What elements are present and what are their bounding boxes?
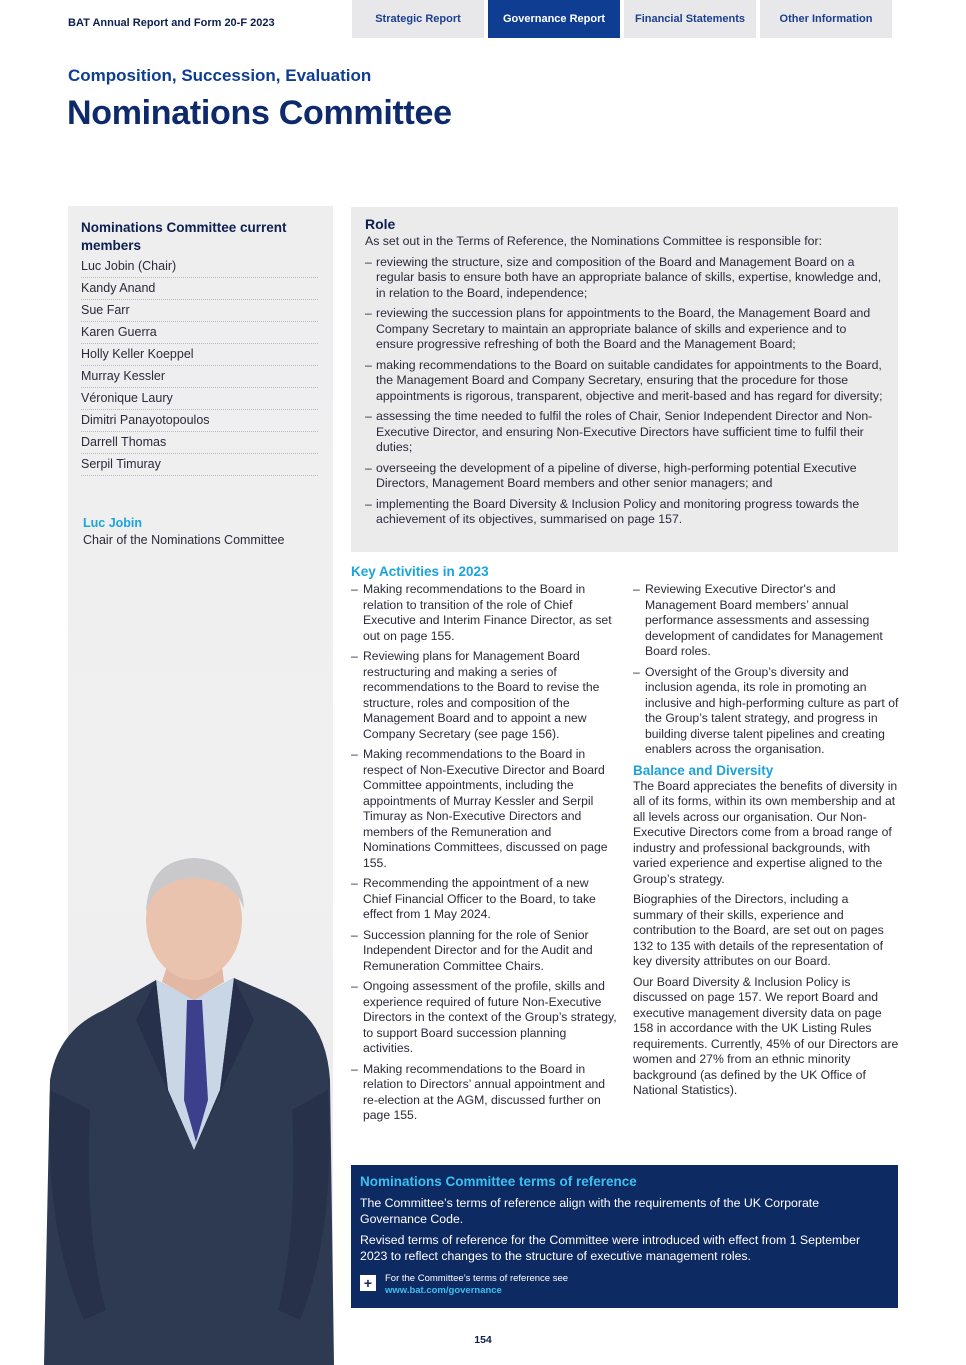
member-item: Sue Farr: [81, 300, 318, 322]
section-label: Composition, Succession, Evaluation: [68, 66, 372, 85]
activity-item: – Making recommendations to the Board in respect of Non-Executive Director and Board Committee appointments, including the appointments of Murray Kessler and Serpil Timuray as Non-Executive Directors and members of the Remuneration and Nominations Committees, discussed on page 155.: [351, 747, 619, 871]
role-item: – implementing the Board Diversity & Inclusion Policy and monitoring progress towards the achievement of its objectives, summarised on page 157.: [365, 497, 884, 528]
activity-item: – Succession planning for the role of Senior Independent Director and for the Audit and Remuneration Committee Chairs.: [351, 928, 619, 975]
member-item: Dimitri Panayotopoulos: [81, 410, 318, 432]
top-tab-bar: [352, 0, 892, 38]
balance-paragraph: The Board appreciates the benefits of diversity in all of its forms, within its own membership and at all levels across our organisation. Our Non-Executive Directors come from a broad range of industry and professional backgrounds, with varied experience and expertise aligned to the Group’s strategy.: [633, 778, 898, 886]
role-title: Role: [365, 216, 396, 232]
key-activities-list: [351, 582, 619, 1124]
plus-icon: +: [360, 1275, 376, 1291]
governance-link[interactable]: www.bat.com/governance: [385, 1285, 502, 1296]
tab-governance-report[interactable]: Governance Report: [488, 0, 620, 38]
role-list: [365, 255, 884, 528]
report-title: BAT Annual Report and Form 20-F 2023: [68, 17, 275, 29]
member-item: Luc Jobin (Chair): [81, 256, 318, 278]
page-number: 154: [474, 1334, 492, 1346]
role-item: – making recommendations to the Board on suitable candidates for appointments to the Board, the Management Board and Company Secretary, ensuring that the procedure for those appointments is rigorous, transparent, objective and merit-based and has regard for diversity;: [365, 358, 884, 405]
role-box: [351, 207, 898, 552]
member-item: Murray Kessler: [81, 366, 318, 388]
terms-link-text: For the Committee’s terms of reference see: [385, 1273, 569, 1284]
role-intro: As set out in the Terms of Reference, the Nominations Committee is responsible for:: [365, 234, 823, 248]
member-item: Karen Guerra: [81, 322, 318, 344]
activity-item: – Making recommendations to the Board in relation to transition of the role of Chief Executive and Interim Finance Director, as set out on page 155.: [351, 582, 619, 644]
role-item: – overseeing the development of a pipeline of diverse, high-performing potential Executive Directors, Management Board members and other senior managers; and: [365, 461, 884, 492]
activity-item: – Reviewing Executive Director's and Management Board members’ annual performance assessments and assessing development of candidates for Management Board roles.: [633, 582, 899, 660]
terms-link-row: [360, 1273, 568, 1297]
terms-of-reference-box: [351, 1165, 898, 1308]
chair-role: Chair of the Nominations Committee: [83, 533, 285, 547]
tab-financial-statements[interactable]: Financial Statements: [624, 0, 756, 38]
terms-paragraph: Revised terms of reference for the Committee were introduced with effect from 1 September 2023 to reflect changes to the structure of executive management roles.: [360, 1233, 861, 1263]
balance-heading: Balance and Diversity: [633, 762, 774, 778]
activity-item: – Making recommendations to the Board in relation to Directors’ annual appointment and re-election at the AGM, discussed further on page 155.: [351, 1062, 619, 1124]
key-activities-list-continued: [633, 582, 899, 758]
role-item: – assessing the time needed to fulfil the roles of Chair, Senior Independent Director and Non-Executive Director, and ensuring Non-Executive Directors have sufficient time to fulfil their duties;: [365, 409, 884, 456]
key-activities-right: [633, 580, 899, 1104]
tab-strategic-report[interactable]: Strategic Report: [352, 0, 484, 38]
members-list: [81, 256, 318, 476]
member-item: Holly Keller Koeppel: [81, 344, 318, 366]
role-item: – reviewing the structure, size and composition of the Board and Management Board on a regular basis to ensure both have an appropriate balance of skills, expertise, knowledge and, in relation to the Board, independence;: [365, 255, 884, 302]
activity-item: – Ongoing assessment of the profile, skills and experience required of future Non-Executive Directors in the context of the Group’s strategy, to support Board succession planning activities.: [351, 979, 619, 1057]
activity-item: – Oversight of the Group’s diversity and inclusion agenda, its role in promoting an inclusive and high-performing culture as part of the Group’s talent strategy, and progress in building diverse talent pipelines and creating enablers across the organisation.: [633, 665, 899, 758]
chair-portrait: [44, 850, 334, 1365]
member-item: Kandy Anand: [81, 278, 318, 300]
role-item: – reviewing the succession plans for appointments to the Board, the Management Board and Company Secretary to maintain an appropriate balance of skills and experience and to ensure progressive refreshing of both the Board and the Management Board;: [365, 306, 884, 353]
key-activities-heading: Key Activities in 2023: [351, 564, 489, 579]
page-title: Nominations Committee: [67, 94, 452, 132]
member-item: Darrell Thomas: [81, 432, 318, 454]
balance-paragraph: Biographies of the Directors, including a summary of their skills, experience and contribution to the Board, are set out on pages 132 to 135 with details of the representation of key diversity attributes on our Board.: [633, 892, 884, 968]
terms-title: Nominations Committee terms of reference: [360, 1174, 637, 1189]
terms-paragraph: The Committee’s terms of reference align with the requirements of the UK Corporate Governance Code.: [360, 1196, 820, 1226]
member-item: Véronique Laury: [81, 388, 318, 410]
chair-name: Luc Jobin: [83, 516, 143, 530]
member-item: Serpil Timuray: [81, 454, 318, 476]
activity-item: – Reviewing plans for Management Board restructuring and making a series of recommendations to the Board to revise the structure, roles and composition of the Management Board and to appoint a new Company Secretary (see page 156).: [351, 649, 619, 742]
key-activities-left: [351, 564, 619, 1129]
balance-paragraph: Our Board Diversity & Inclusion Policy is discussed on page 157. We report Board and executive management diversity data on page 158 in accordance with the UK Listing Rules requirements. Currently, 45% of our Directors are women and 27% from an ethnic minority background (as defined by the UK Office of National Statistics).: [633, 974, 899, 1097]
members-heading: Nominations Committee current members: [81, 220, 287, 253]
activity-item: – Recommending the appointment of a new Chief Financial Officer to the Board, to take effect from 1 May 2024.: [351, 876, 619, 923]
tab-other-information[interactable]: Other Information: [760, 0, 892, 38]
